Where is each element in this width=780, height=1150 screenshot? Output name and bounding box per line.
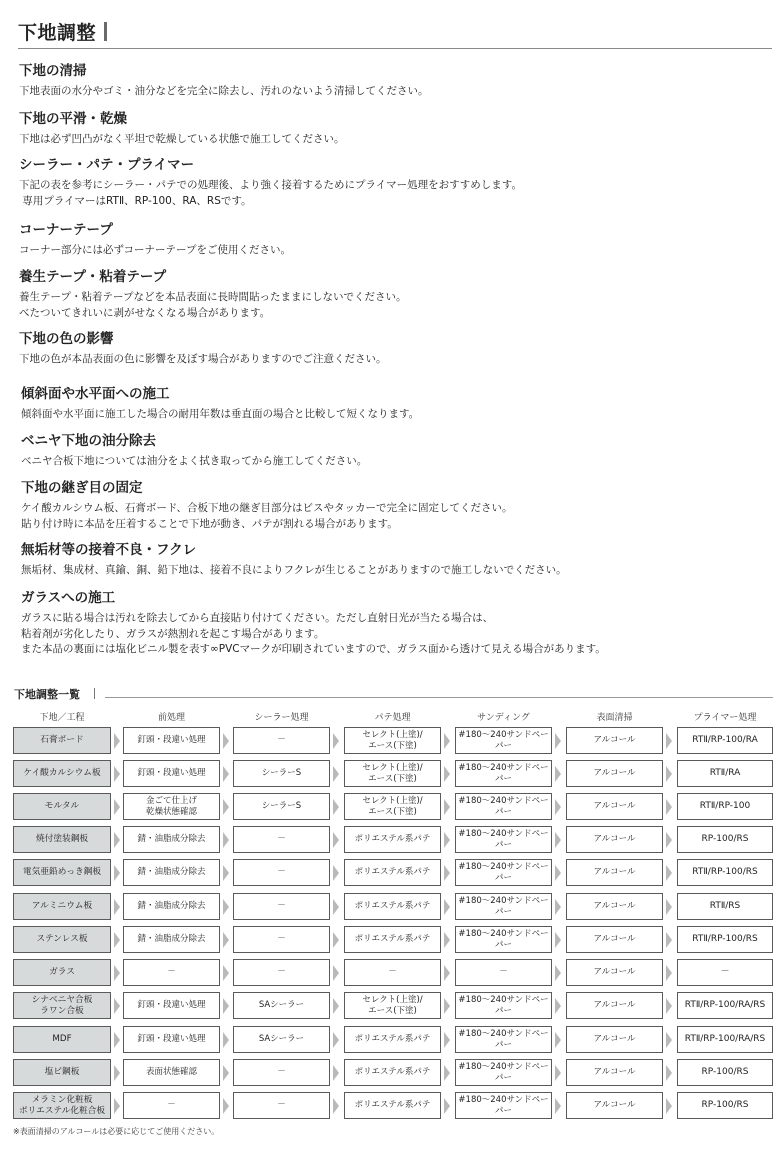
process-cell: #180～240サンドペーパー: [455, 1026, 552, 1053]
page-header: [18, 17, 107, 45]
process-cell: 釘頭・段違い処理: [123, 992, 220, 1019]
section: [19, 156, 764, 209]
flow-arrow-icon: [666, 932, 672, 948]
flow-arrow-icon: [114, 998, 120, 1014]
substrate-cell: ステンレス板: [13, 926, 111, 953]
flow-arrow-icon: [114, 865, 120, 881]
process-cell: #180～240サンドペーパー: [455, 926, 552, 953]
process-cell: RP-100/RS: [677, 826, 773, 853]
substrate-cell: ケイ酸カルシウム板: [13, 760, 111, 787]
process-cell: #180～240サンドペーパー: [455, 1059, 552, 1086]
flow-arrow-icon: [223, 865, 229, 881]
section-line: コーナー部分には必ずコーナーテープをご使用ください。: [19, 244, 291, 256]
section-line: ケイ酸カルシウム板、石膏ボード、合板下地の継ぎ目部分はビスやタッカーで完全に固定してください。: [21, 502, 513, 514]
column-header: 前処理: [157, 713, 185, 723]
section-body: [21, 611, 766, 658]
process-cell: －: [455, 959, 552, 986]
process-cell: 錆・油脂成分除去: [123, 893, 220, 920]
process-cell: #180～240サンドペーパー: [455, 1092, 552, 1119]
column-header: プライマー処理: [693, 713, 757, 723]
process-cell: アルコール: [566, 727, 663, 754]
flow-arrow-icon: [333, 832, 339, 848]
process-cell: アルコール: [566, 1059, 663, 1086]
process-cell: シーラーS: [233, 793, 330, 820]
flow-arrow-icon: [114, 932, 120, 948]
section-body: [21, 454, 766, 470]
overview-title: 下地調整一覧: [14, 688, 80, 701]
process-cell: ポリエステル系パテ: [344, 926, 441, 953]
flow-arrow-icon: [223, 998, 229, 1014]
flow-arrow-icon: [444, 899, 450, 915]
section-line: 下地表面の水分やゴミ・油分などを完全に除去し、汚れのないよう清掃してください。: [19, 85, 429, 97]
process-cell: RTⅡ/RP-100: [677, 793, 773, 820]
substrate-cell: アルミニウム板: [13, 893, 111, 920]
overview-title-separator: [94, 688, 95, 699]
process-cell: －: [677, 959, 773, 986]
section-line: 無垢材、集成材、真鍮、銅、鉛下地は、接着不良によりフクレが生じることがありますので施工しないでください。: [21, 564, 567, 576]
column-header: 下地／工程: [39, 713, 85, 723]
substrate-cell: ガラス: [13, 959, 111, 986]
process-cell: アルコール: [566, 959, 663, 986]
substrate-cell: 焼付塗装鋼板: [13, 826, 111, 853]
flow-arrow-icon: [223, 932, 229, 948]
section-body: [21, 501, 766, 532]
flow-arrow-icon: [444, 832, 450, 848]
flow-arrow-icon: [333, 1065, 339, 1081]
flow-arrow-icon: [444, 1098, 450, 1114]
section-heading: 下地の清掃: [19, 63, 87, 79]
section-line: 下地の色が本品表面の色に影響を及ぼす場合がありますのでご注意ください。: [19, 353, 387, 365]
flow-arrow-icon: [555, 865, 561, 881]
flow-arrow-icon: [666, 865, 672, 881]
process-cell: アルコール: [566, 1092, 663, 1119]
substrate-cell: 石膏ボード: [13, 727, 111, 754]
process-cell: RP-100/RS: [677, 1059, 773, 1086]
section: [19, 330, 764, 368]
section: [19, 268, 764, 321]
process-cell: SAシーラー: [233, 1026, 330, 1053]
page-title: 下地調整: [18, 21, 97, 44]
process-cell: アルコール: [566, 859, 663, 886]
process-cell: ポリエステル系パテ: [344, 1059, 441, 1086]
process-cell: 表面状態確認: [123, 1059, 220, 1086]
flow-arrow-icon: [114, 1065, 120, 1081]
section-line: 傾斜面や水平面に施工した場合の耐用年数は垂直面の場合と比較して短くなります。: [21, 408, 420, 420]
section-heading: 養生テープ・粘着テープ: [19, 269, 167, 285]
flow-arrow-icon: [555, 1032, 561, 1048]
process-cell: 錆・油脂成分除去: [123, 826, 220, 853]
process-cell: #180～240サンドペーパー: [455, 793, 552, 820]
section-heading: 下地の平滑・乾燥: [19, 111, 127, 127]
section-heading: 無垢材等の接着不良・フクレ: [21, 542, 197, 558]
process-cell: ポリエステル系パテ: [344, 826, 441, 853]
process-cell: RTⅡ/RA: [677, 760, 773, 787]
flow-arrow-icon: [666, 899, 672, 915]
flow-arrow-icon: [666, 799, 672, 815]
flow-arrow-icon: [114, 965, 120, 981]
process-cell: ポリエステル系パテ: [344, 893, 441, 920]
process-cell: RTⅡ/RP-100/RA: [677, 727, 773, 754]
section-body: [21, 563, 766, 579]
flow-arrow-icon: [666, 1098, 672, 1114]
section-line: また本品の裏面には塩化ビニル製を表す∞PVCマークが印刷されていますので、ガラス面から透けて見える場合があります。: [21, 643, 606, 655]
process-cell: アルコール: [566, 926, 663, 953]
section-line: 養生テープ・粘着テープなどを本品表面に長時間貼ったままにしないでください。: [19, 291, 407, 303]
process-cell: セレクト(上塗)/ エース(下塗): [344, 992, 441, 1019]
flow-arrow-icon: [666, 965, 672, 981]
section: [21, 385, 766, 423]
process-cell: RTⅡ/RP-100/RS: [677, 859, 773, 886]
process-cell: 釘頭・段違い処理: [123, 760, 220, 787]
flow-arrow-icon: [555, 998, 561, 1014]
column-header: パテ処理: [374, 713, 411, 723]
flow-arrow-icon: [223, 899, 229, 915]
section: [21, 432, 766, 470]
flow-arrow-icon: [555, 965, 561, 981]
process-cell: #180～240サンドペーパー: [455, 859, 552, 886]
process-cell: －: [233, 926, 330, 953]
process-cell: RTⅡ/RP-100/RA/RS: [677, 1026, 773, 1053]
section: [19, 62, 764, 100]
substrate-cell: モルタル: [13, 793, 111, 820]
flow-arrow-icon: [444, 932, 450, 948]
flow-arrow-icon: [223, 1098, 229, 1114]
header-divider: [18, 48, 772, 49]
process-cell: #180～240サンドペーパー: [455, 727, 552, 754]
section-heading: コーナーテープ: [19, 222, 113, 238]
section-line: ガラスに貼る場合は汚れを除去してから直接貼り付けてください。ただし直射日光が当たる場合は、: [21, 612, 494, 624]
flow-arrow-icon: [333, 1098, 339, 1114]
process-cell: シーラーS: [233, 760, 330, 787]
flow-arrow-icon: [223, 1032, 229, 1048]
section: [21, 541, 766, 579]
process-cell: RTⅡ/RP-100/RS: [677, 926, 773, 953]
flow-arrow-icon: [333, 766, 339, 782]
flow-arrow-icon: [333, 733, 339, 749]
substrate-cell: 電気亜鉛めっき鋼板: [13, 859, 111, 886]
process-cell: アルコール: [566, 893, 663, 920]
substrate-cell: シナベニヤ合板 ラワン合板: [13, 992, 111, 1019]
section-body: [21, 407, 766, 423]
flow-arrow-icon: [555, 1065, 561, 1081]
section-body: [19, 290, 764, 321]
flow-arrow-icon: [114, 1098, 120, 1114]
flow-arrow-icon: [223, 1065, 229, 1081]
flow-arrow-icon: [666, 998, 672, 1014]
flow-arrow-icon: [333, 932, 339, 948]
process-cell: #180～240サンドペーパー: [455, 826, 552, 853]
flow-arrow-icon: [223, 965, 229, 981]
section-heading: 傾斜面や水平面への施工: [21, 386, 170, 402]
flow-arrow-icon: [333, 1032, 339, 1048]
section-heading: ベニヤ下地の油分除去: [21, 433, 156, 449]
process-cell: －: [233, 859, 330, 886]
flow-arrow-icon: [114, 1032, 120, 1048]
flow-arrow-icon: [666, 733, 672, 749]
substrate-cell: メラミン化粧板 ポリエステル化粧合板: [13, 1092, 111, 1119]
table-footnote: ※表面清掃のアルコールは必要に応じてご使用ください。: [13, 1127, 220, 1136]
process-cell: －: [233, 893, 330, 920]
flow-arrow-icon: [333, 865, 339, 881]
process-cell: ポリエステル系パテ: [344, 859, 441, 886]
section: [19, 221, 764, 259]
section-heading: シーラー・パテ・プライマー: [19, 157, 195, 173]
flow-arrow-icon: [223, 799, 229, 815]
flow-arrow-icon: [555, 932, 561, 948]
flow-arrow-icon: [223, 766, 229, 782]
flow-arrow-icon: [555, 899, 561, 915]
section-body: [19, 132, 764, 148]
flow-arrow-icon: [666, 1032, 672, 1048]
flow-arrow-icon: [444, 965, 450, 981]
flow-arrow-icon: [555, 799, 561, 815]
process-cell: セレクト(上塗)/ エース(下塗): [344, 727, 441, 754]
flow-arrow-icon: [114, 766, 120, 782]
title-bar-mark: [104, 22, 107, 41]
process-cell: －: [233, 959, 330, 986]
section-line: 貼り付け時に本品を圧着することで下地が動き、パテが割れる場合があります。: [21, 517, 398, 530]
flow-arrow-icon: [444, 766, 450, 782]
section: [19, 110, 764, 148]
process-cell: ポリエステル系パテ: [344, 1092, 441, 1119]
process-cell: －: [344, 959, 441, 986]
process-cell: RTⅡ/RS: [677, 893, 773, 920]
flow-arrow-icon: [666, 1065, 672, 1081]
process-cell: #180～240サンドペーパー: [455, 760, 552, 787]
process-cell: SAシーラー: [233, 992, 330, 1019]
process-cell: 金ごて仕上げ 乾燥状態確認: [123, 793, 220, 820]
flow-arrow-icon: [444, 1065, 450, 1081]
section-line: 専用プライマーはRTⅡ、RP-100、RA、RSです。: [19, 194, 252, 207]
process-cell: －: [233, 826, 330, 853]
process-cell: セレクト(上塗)/ エース(下塗): [344, 793, 441, 820]
process-cell: セレクト(上塗)/ エース(下塗): [344, 760, 441, 787]
flow-arrow-icon: [555, 766, 561, 782]
substrate-cell: MDF: [13, 1026, 111, 1053]
process-cell: －: [123, 1092, 220, 1119]
flow-arrow-icon: [114, 799, 120, 815]
process-cell: アルコール: [566, 992, 663, 1019]
section-body: [19, 84, 764, 100]
flow-arrow-icon: [555, 832, 561, 848]
process-cell: #180～240サンドペーパー: [455, 992, 552, 1019]
section-heading: 下地の色の影響: [19, 331, 114, 347]
flow-arrow-icon: [333, 965, 339, 981]
flow-arrow-icon: [333, 899, 339, 915]
flow-arrow-icon: [444, 865, 450, 881]
process-cell: アルコール: [566, 760, 663, 787]
flow-arrow-icon: [223, 832, 229, 848]
section-line: べたついてきれいに剥がせなくなる場合があります。: [19, 306, 271, 319]
flow-arrow-icon: [444, 998, 450, 1014]
section-line: 下地は必ず凹凸がなく平坦で乾燥している状態で施工してください。: [19, 133, 345, 145]
column-header: シーラー処理: [254, 713, 309, 723]
process-cell: アルコール: [566, 826, 663, 853]
process-cell: アルコール: [566, 793, 663, 820]
section-line: 粘着剤が劣化したり、ガラスが熱割れを起こす場合があります。: [21, 627, 325, 640]
section-heading: 下地の継ぎ目の固定: [21, 480, 143, 496]
process-cell: アルコール: [566, 1026, 663, 1053]
flow-arrow-icon: [555, 733, 561, 749]
flow-arrow-icon: [555, 1098, 561, 1114]
process-cell: #180～240サンドペーパー: [455, 893, 552, 920]
process-cell: －: [123, 959, 220, 986]
section: [21, 589, 766, 658]
flow-arrow-icon: [223, 733, 229, 749]
process-cell: 釘頭・段違い処理: [123, 727, 220, 754]
flow-arrow-icon: [114, 733, 120, 749]
flow-arrow-icon: [333, 799, 339, 815]
process-cell: －: [233, 1059, 330, 1086]
process-cell: 釘頭・段違い処理: [123, 1026, 220, 1053]
column-header: 表面清掃: [596, 713, 633, 723]
flow-arrow-icon: [333, 998, 339, 1014]
section: [21, 479, 766, 532]
process-cell: －: [233, 727, 330, 754]
process-cell: ポリエステル系パテ: [344, 1026, 441, 1053]
section-body: [19, 352, 764, 368]
flow-arrow-icon: [666, 832, 672, 848]
flow-arrow-icon: [114, 832, 120, 848]
flow-arrow-icon: [114, 899, 120, 915]
flow-arrow-icon: [444, 1032, 450, 1048]
flow-arrow-icon: [666, 766, 672, 782]
section-line: 下記の表を参考にシーラー・パテでの処理後、より強く接着するためにプライマー処理をおすすめします。: [19, 179, 522, 191]
process-cell: 錆・油脂成分除去: [123, 926, 220, 953]
section-heading: ガラスへの施工: [21, 590, 116, 606]
section-line: ベニヤ合板下地については油分をよく拭き取ってから施工してください。: [21, 455, 368, 467]
process-cell: RP-100/RS: [677, 1092, 773, 1119]
column-header: サンディング: [477, 713, 530, 723]
process-cell: RTⅡ/RP-100/RA/RS: [677, 992, 773, 1019]
flow-arrow-icon: [444, 733, 450, 749]
process-cell: 錆・油脂成分除去: [123, 859, 220, 886]
section-body: [19, 243, 764, 259]
flow-arrow-icon: [444, 799, 450, 815]
overview-divider: [105, 697, 773, 698]
section-body: [19, 178, 764, 209]
substrate-cell: 塩ビ鋼板: [13, 1059, 111, 1086]
process-cell: －: [233, 1092, 330, 1119]
